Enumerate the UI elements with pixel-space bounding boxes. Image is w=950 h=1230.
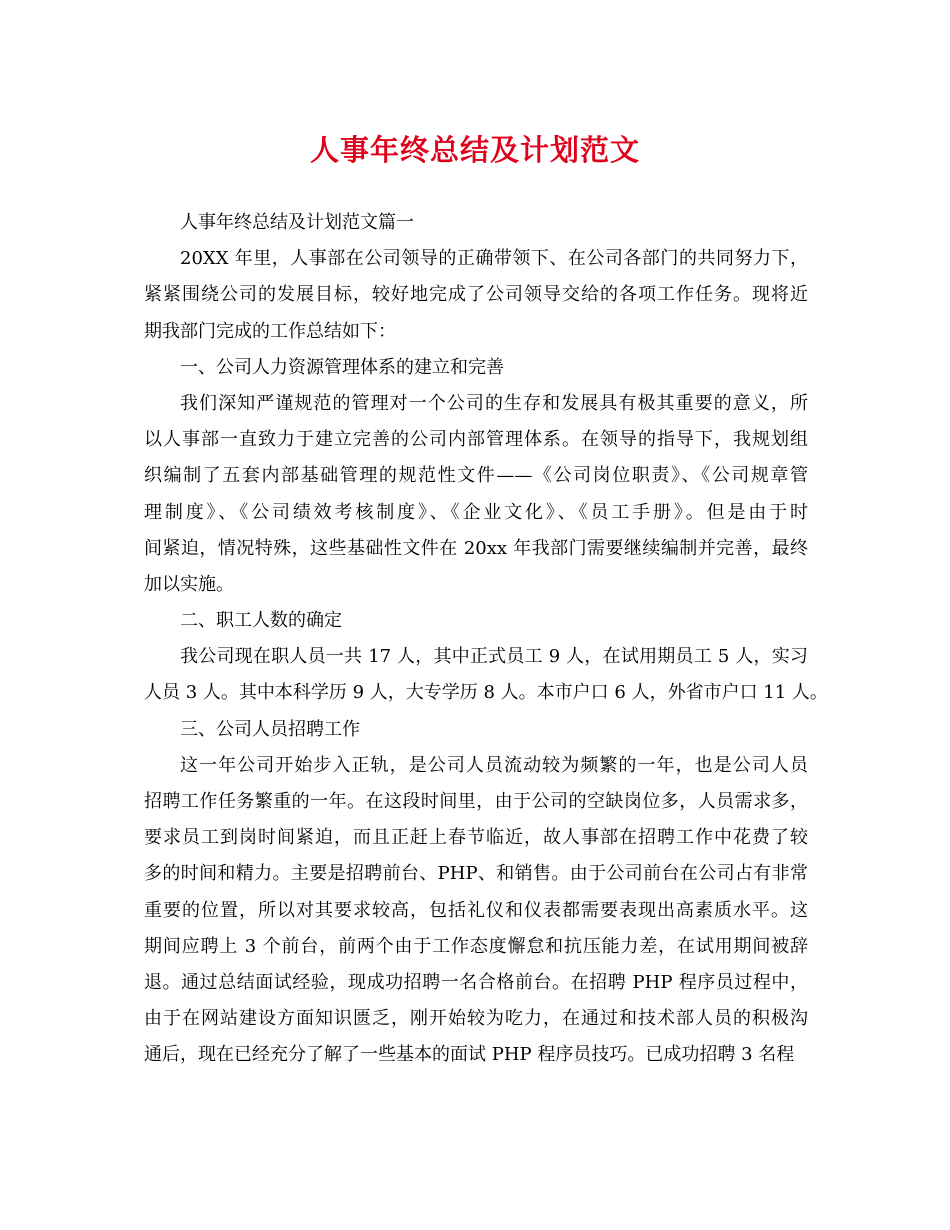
body-line: 以人事部一直致力于建立完善的公司内部管理体系。在领导的指导下，我规划组 — [144, 429, 808, 451]
body-line: 通后，现在已经充分了解了一些基本的面试 PHP 程序员技巧。已成功招聘 3 名程 — [144, 1044, 795, 1066]
body-line: 重要的位置，所以对其要求较高，包括礼仪和仪表都需要表现出高素质水平。这 — [144, 899, 808, 921]
body-line: 由于在网站建设方面知识匮乏，刚开始较为吃力，在通过和技术部人员的积极沟 — [144, 1008, 808, 1030]
body-line: 理制度》、《公司绩效考核制度》、《企业文化》、《员工手册》。但是由于时 — [144, 501, 808, 523]
body-line: 多的时间和精力。主要是招聘前台、PHP、和销售。由于公司前台在公司占有非常 — [144, 863, 808, 885]
body-line: 间紧迫，情况特殊，这些基础性文件在 20xx 年我部门需要继续编制并完善，最终 — [144, 537, 808, 559]
body-line: 要求员工到岗时间紧迫，而且正赶上春节临近，故人事部在招聘工作中花费了较 — [144, 827, 808, 849]
body-line: 三、公司人员招聘工作 — [180, 718, 360, 740]
body-line: 二、职工人数的确定 — [180, 610, 342, 632]
document-body — [144, 205, 828, 1074]
body-line: 招聘工作任务繁重的一年。在这段时间里，由于公司的空缺岗位多，人员需求多， — [144, 791, 808, 812]
body-line: 我公司现在职人员一共 17 人，其中正式员工 9 人，在试用期员工 5 人，实习 — [180, 646, 808, 668]
body-line: 这一年公司开始步入正轨，是公司人员流动较为频繁的一年，也是公司人员 — [180, 754, 808, 776]
body-line: 人事年终总结及计划范文篇一 — [180, 212, 414, 233]
body-line: 一、公司人力资源管理体系的建立和完善 — [180, 356, 504, 378]
body-line: 期我部门完成的工作总结如下： — [144, 320, 396, 342]
body-line: 织编制了五套内部基础管理的规范性文件——《公司岗位职责》、《公司规章管 — [144, 465, 808, 487]
body-line: 人员 3 人。其中本科学历 9 人，大专学历 8 人。本市户口 6 人，外省市户口 11 人。 — [144, 682, 828, 704]
body-line: 20XX 年里，人事部在公司领导的正确带领下、在公司各部门的共同努力下， — [180, 248, 808, 270]
body-line: 退。通过总结面试经验，现成功招聘一名合格前台。在招聘 PHP 程序员过程中， — [144, 971, 808, 993]
body-line: 期间应聘上 3 个前台，前两个由于工作态度懈怠和抗压能力差，在试用期间被辞 — [144, 935, 808, 957]
body-line: 紧紧围绕公司的发展目标，较好地完成了公司领导交给的各项工作任务。现将近 — [144, 284, 808, 306]
body-line: 我们深知严谨规范的管理对一个公司的生存和发展具有极其重要的意义，所 — [180, 392, 808, 414]
document-title: 人事年终总结及计划范文 — [309, 133, 640, 167]
body-line: 加以实施。 — [144, 573, 234, 595]
